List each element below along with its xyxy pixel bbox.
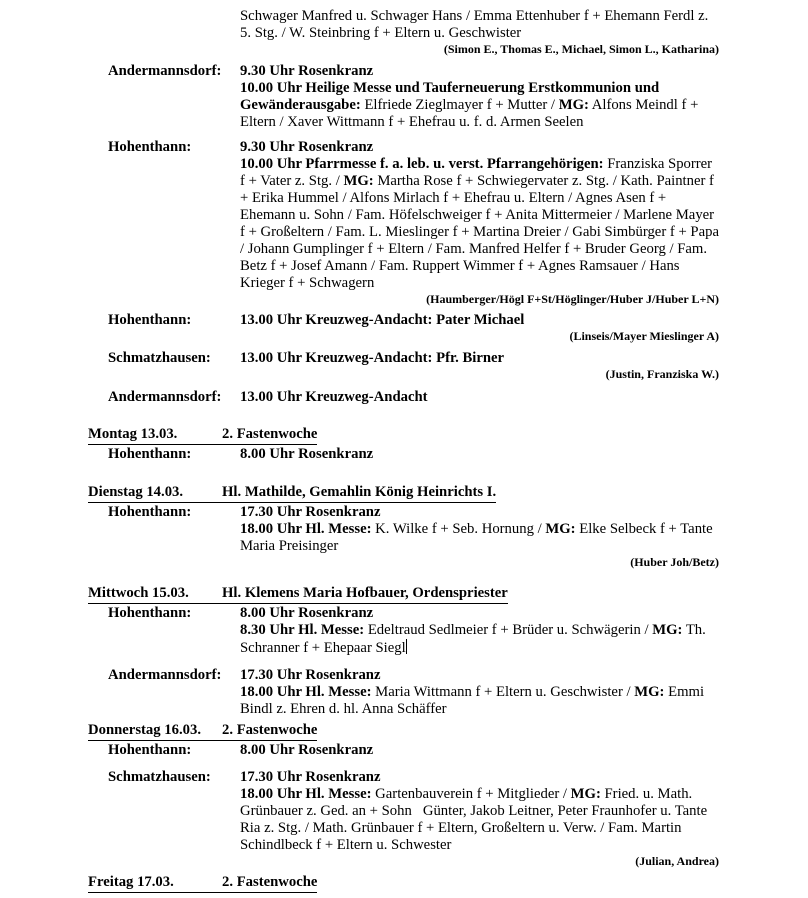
day-date: Montag 13.03. <box>88 426 178 442</box>
day-title: Hl. Mathilde, Gemahlin König Heinrichts I. <box>222 484 497 500</box>
location-label: Hohenthann: <box>108 312 192 328</box>
intention-text: Schwager Manfred u. Schwager Hans / Emma Ettenhuber f + Ehemann Ferdl z. 5. Stg. / W. Steinbring f + Eltern u. Geschwister <box>240 8 713 41</box>
ministrants-line: (Linseis/Mayer Mieslinger A) <box>569 329 719 343</box>
location-label: Hohenthann: <box>108 504 192 520</box>
mg-label: MG: <box>343 173 374 189</box>
location-label: Hohenthann: <box>108 742 192 758</box>
intention-text: Gartenbauverein f + Mitglieder / <box>371 786 571 802</box>
location-label: Andermannsdorf: <box>108 389 222 405</box>
intention-text: Elfriede Zieglmayer f + Mutter / <box>360 97 559 113</box>
location-label: Hohenthann: <box>108 139 192 155</box>
service-time-line: 17.30 Uhr Rosenkranz <box>240 504 381 520</box>
intention-text: Edeltraud Sedlmeier f + Brüder u. Schwägerin / <box>364 622 653 638</box>
intention-text: Emmi Bindl z. Ehren d. hl. Anna Schäffer <box>240 684 708 717</box>
service-title: 10.00 Uhr Pfarrmesse f. a. leb. u. verst. Pfarrangehörigen: <box>240 156 604 172</box>
day-heading <box>88 722 808 741</box>
intention-paragraph <box>240 622 719 657</box>
day-heading <box>88 874 808 893</box>
entry-row <box>108 742 719 759</box>
mg-label: MG: <box>634 684 665 700</box>
ministrants-line: (Huber Joh/Betz) <box>630 555 719 569</box>
entry-row <box>108 605 719 657</box>
service-time-line: 13.00 Uhr Kreuzweg-Andacht: Pfr. Birner <box>240 350 505 366</box>
entry-row <box>108 667 719 718</box>
intention-paragraph <box>240 8 719 42</box>
mg-label: MG: <box>570 786 601 802</box>
day-heading <box>88 426 808 445</box>
entry-row <box>108 312 719 343</box>
intention-paragraph <box>240 684 719 718</box>
location-label: Andermannsdorf: <box>108 667 222 683</box>
intention-paragraph <box>240 80 719 131</box>
entry-row <box>108 63 719 131</box>
entry-row <box>108 446 719 463</box>
intention-text: Fried. u. Math. Grünbauer z. Ged. an + Sohn Günter, Jakob Leitner, Peter Fraunhofer u. Tante Ria z. Stg. / Math. Grünbauer f + Eltern, Großeltern u. Verw. / Fam. Martin Schindlbeck f + Eltern u. Schwester <box>240 786 711 853</box>
day-title: 2. Fastenwoche <box>222 874 318 890</box>
location-label: Schmatzhausen: <box>108 350 211 366</box>
service-title: 18.00 Uhr Hl. Messe: <box>240 521 372 537</box>
service-time-line: 8.00 Uhr Rosenkranz <box>240 742 374 758</box>
mg-label: MG: <box>652 622 683 638</box>
mg-label: MG: <box>545 521 576 537</box>
service-time-line: 9.30 Uhr Rosenkranz <box>240 139 374 155</box>
text-cursor <box>406 639 407 654</box>
entry-row <box>240 8 719 56</box>
service-title: 10.00 Uhr Heilige Messe und Tauferneuerung Erstkommunion und Gewänderausgabe: <box>240 80 663 113</box>
intention-paragraph <box>240 521 719 555</box>
day-title: 2. Fastenwoche <box>222 426 318 442</box>
ministrants-line: (Haumberger/Högl F+St/Höglinger/Huber J/Huber L+N) <box>426 292 719 306</box>
ministrants-line: (Julian, Andrea) <box>635 854 719 868</box>
intention-text: Alfons Meindl f + Eltern / Xaver Wittmann f + Ehefrau u. f. d. Armen Seelen <box>240 97 703 130</box>
mg-label: MG: <box>558 97 589 113</box>
entry-row <box>108 389 719 406</box>
day-title: 2. Fastenwoche <box>222 722 318 738</box>
location-label: Schmatzhausen: <box>108 769 211 785</box>
intention-paragraph <box>240 156 723 292</box>
day-title: Hl. Klemens Maria Hofbauer, Ordenspriester <box>222 585 508 601</box>
entry-row <box>108 350 719 381</box>
service-time-line: 17.30 Uhr Rosenkranz <box>240 769 381 785</box>
day-date: Freitag 17.03. <box>88 874 174 890</box>
day-heading <box>88 484 808 503</box>
day-date: Mittwoch 15.03. <box>88 585 189 601</box>
intention-text: Th. Schranner f + Ehepaar Siegl <box>240 622 710 656</box>
entry-row <box>108 139 723 306</box>
location-label: Hohenthann: <box>108 605 192 621</box>
service-time-line: 13.00 Uhr Kreuzweg-Andacht <box>240 389 428 405</box>
intention-text: Martha Rose f + Schwiegervater z. Stg. / Kath. Paintner f + Erika Hummel / Alfons Mirlach f + Ehefrau u. Eltern / Agnes Asen f + Ehemann u. Sohn / Fam. Höfelschweiger f + Anita Mittermeier / Marlene Mayer f + Großeltern / Fam. L. Mieslinger f + Martina Dreier / Gabi Simbürger f + Papa / Johann Gumplinger f + Eltern / Fam. Manfred Helfer f + Bruder Georg / Fam. Betz f + Josef Amann / Fam. Ruppert Wimmer f + Agnes Ramsauer / Hans Krieger f + Schwagern <box>240 173 723 291</box>
ministrants-line: (Simon E., Thomas E., Michael, Simon L., Katharina) <box>443 42 719 56</box>
intention-text: Franziska Sporrer f + Vater z. Stg. / <box>240 156 716 189</box>
service-title: 8.30 Uhr Hl. Messe: <box>240 622 365 638</box>
service-time-line: 8.00 Uhr Rosenkranz <box>240 446 374 462</box>
entry-row <box>108 504 719 569</box>
service-title: 18.00 Uhr Hl. Messe: <box>240 684 372 700</box>
service-time-line: 9.30 Uhr Rosenkranz <box>240 63 374 79</box>
ministrants-line: (Justin, Franziska W.) <box>605 367 719 381</box>
service-time-line: 8.00 Uhr Rosenkranz <box>240 605 374 621</box>
day-heading <box>88 585 808 604</box>
intention-text: K. Wilke f + Seb. Hornung / <box>371 521 546 537</box>
intention-text: Elke Selbeck f + Tante Maria Preisinger <box>240 521 717 554</box>
intention-text: Maria Wittmann f + Eltern u. Geschwister / <box>371 684 635 700</box>
entry-row <box>108 769 719 868</box>
service-title: 18.00 Uhr Hl. Messe: <box>240 786 372 802</box>
intention-paragraph <box>240 786 719 854</box>
location-label: Hohenthann: <box>108 446 192 462</box>
day-date: Donnerstag 16.03. <box>88 722 202 738</box>
day-date: Dienstag 14.03. <box>88 484 184 500</box>
service-time-line: 17.30 Uhr Rosenkranz <box>240 667 381 683</box>
location-label: Andermannsdorf: <box>108 63 222 79</box>
service-time-line: 13.00 Uhr Kreuzweg-Andacht: Pater Michael <box>240 312 525 328</box>
